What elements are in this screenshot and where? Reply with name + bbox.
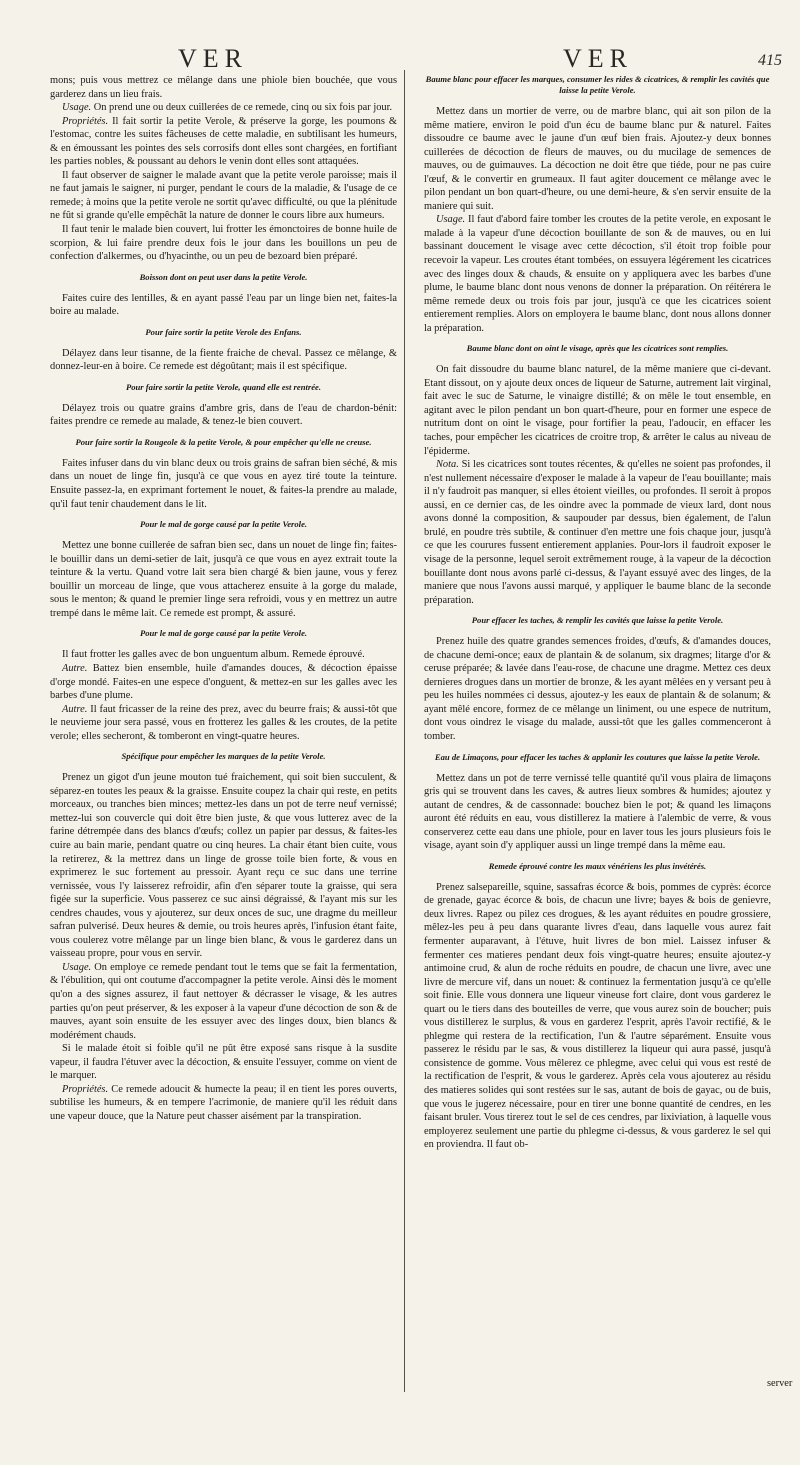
paragraph-text: Il fait sortir la petite Verole, & préserve la gorge, les poumons & l'estomac, contre les suites fâcheuses de cette maladie, en subtilisant les humeurs, & en émoussant les pointes des sels corrosifs dont elles sont chargées, en fortifiant les parties nobles, & poussant au dehors le venin dont elles sont attaquées. [50, 115, 397, 168]
running-head-left: VER [178, 44, 248, 73]
paragraph [50, 223, 397, 264]
section-heading [50, 327, 397, 338]
paragraph-text: Délayez dans leur tisanne, de la fiente fraiche de cheval. Passez ce mêlange, & donnez-leur-en à boire. Ce remede est dégoûtant; mais il est spécifique. [50, 347, 397, 373]
section-heading-text: Spécifique pour empêcher les marques de la petite Verole. [121, 751, 326, 762]
paragraph-text: Ce remede adoucit & humecte la peau; il en tient les pores ouverts, subtilise les humeurs, & en tempere l'acrimonie, de maniere qu'il les réduit dans une vapeur douce, que la Nature peut chasser aisément par la transpiration. [50, 1083, 397, 1122]
paragraph-text: Si les cicatrices sont toutes récentes, & qu'elles ne soient pas profondes, il n'est nullement nécessaire d'exposer le malade à la vapeur de l'eau bouillante; mais il n'y faudroit pas manquer, si elles étoient vieilles, ou profondes. Il seroit à propos aussi, en ce dernier cas, de les oindre avec la pommade de vieux lard, dont nous avons donné la composition, & saupouder par dessus, bien également, de l'alun brulé, en poudre très subtile, & continuer d'en mettre une fois chaque jour, jusqu'à ce que les courures fussent entierement applanies. Pour-lors il faudroit exposer le visage de la personne, lequel seroit extrêmement rouge, à la vapeur de la décoction bouillante dont nous avons parlé ci-dessus, & l'ayant essuyé avec des linges, de la maniere que nous l'avons aussi marqué, y appliquer le baume blanc de la seconde préparation. [424, 459, 771, 606]
column-divider [404, 70, 405, 1392]
paragraph [50, 539, 397, 620]
running-head-right: VER [563, 44, 633, 73]
paragraph-text: On employe ce remede pendant tout le tems que se fait la fermentation, & l'ébulition, qui ont coutume d'accompagner la petite verole. Ainsi dès le moment qu'on a des signes assurez, il faut nettoyer & décrasser le visage, & les autres parties qu'on peut préserver, & les exposer à la vapeur d'une décoction de son & de mauves, ayant soin ensuite de les essuyer avec des linges doux, bien blancs & modérément chauds. [50, 961, 397, 1041]
paragraph [50, 703, 397, 744]
paragraph [424, 213, 771, 335]
section-heading-text: Pour faire sortir la Rougeole & la petite Verole, & pour empêcher qu'elle ne creuse. [75, 436, 372, 447]
paragraph-text: Prenez salsepareille, squine, sassafras écorce & bois, pommes de cyprès: écorce de grenade, gayac écorce & bois, de chacun une livre; bayes & bois de genievre, deux livres. Rapez ou pilez ces drogues, & les ayant réduites en poudre grossiere, mêlez-les peu à peu dans quarante livres d'eau, dans laquelle vous aurez fait fermenter auparavant, à l'étuve, huit livres de bon miel. Laissez infuser & fermenter ces matieres pendant deux fois vingt-quatre heures; ensuite ajoutez-y antimoine crud, & alun de roche réduits en poudre, de chacun une livre, avec une livre de mercure vif, dans un nouet: & continuez la fermentation jusqu'à ce qu'elle soit finie. Elle vous donnera une liqueur vineuse fort claire, dont vous garderez le quart ou le tiers dans des bouteilles de verre, que vous aurez soin de boucher; puis vous distillerez le surplus, & vous en garderez l'esprit, après l'avoir rectifié, & le phlegme qui restera de la rectification, l'un & l'autre séparément. Ensuite vous passerez le résidu par le sas, & vous distillerez la liqueur qui aura passé, jusqu'à consistence de gomme. Vous mêlerez ce phlegme, avec celui qui vous est resté de la rectification de l'esprit, & vous le garderez. Après cela vous ajouterez au résidu des matieres solides qui sont restées sur le sas, autant de bois de gayac, ou de buis, que vous le jugerez nécessaire, pour en tirer une bonne quantité de cendres, en les faisant bruler. Vous tirerez tout le sel de ces cendres, par lixiviation, à laquelle vous employerez seulement une partie du phlegme ci-dessus, & vous garderez le sel qui en proviendra. Il faut ob- [424, 881, 771, 1151]
paragraph-text: Il faut observer de saigner le malade avant que la petite verole paroisse; mais il ne faut jamais le saigner, ni purger, pendant le cours de la maladie, & l'usage de ce remede; à moins que la petite verole ne sortit qu'avec difficulté, ou que la plénitude ne fût si grande qu'elle empêchât la nature de donner le cours libre aux humeurs. [50, 169, 397, 222]
paragraph [50, 74, 397, 101]
paragraph-subhead: Autre. [62, 662, 88, 674]
paragraph-text: Battez bien ensemble, huile d'amandes douces, & décoction épaisse d'orge mondé. Faites-en une espece d'onguent, & mettez-en sur les galles avec les barbes d'une plume. [50, 662, 397, 702]
paragraph-text: Mettez dans un mortier de verre, ou de marbre blanc, qui ait son pilon de la même matiere, environ le poid d'un écu de baume blanc pur & naturel. Faites dissoudre ce baume avec le jaune d'un œuf bien frais. Ajoutez-y deux bonnes cuillerées de décoction de fleurs de mauves, ou du mucilage de semences de mauves, ou de guimauves. La décoction ne doit être que tiéde, pour ne pas cuire l'œuf, & le convertir en grumeaux. Il faut agiter doucement ce mêlange avec le pilon pendant un bon quart-d'heure, ou une demi-heure, & s'en servir ensuite de la maniere qui suit. [424, 106, 771, 212]
section-heading [424, 861, 771, 872]
section-heading-text: Pour faire sortir la petite Verole, quand elle est rentrée. [125, 381, 322, 392]
section-heading-text: Remede éprouvé contre les maux vénériens les plus invétérés. [488, 860, 707, 871]
paragraph [50, 115, 397, 169]
paragraph-text: Prenez un gigot d'un jeune mouton tué fraichement, qui soit bien succulent, & séparez-en toutes les peaux & la graisse. Ensuite coupez la chair qui reste, en petits morceaux, ou tranches bien minces; mettez-les dans un pot de terre neuf vernissé; mettez-lui son couvercle qui doit être bien juste, & que vous lutterez avec de la farine détrempée dans des blancs d'œufs; collez un papier par dessus, & faites-les cuire au bain marie, pendant quatre ou cinq heures. La chair étant bien cuite, vous la retirerez, & la mettrez dans un linge de grosse toile bien forte, & vous en exprimerez le suc fortement au pressoir. Ayant reçu ce suc dans une terrine vernissée, vous l'y laisserez refroidir, afin d'en séparer toute la graisse, qui sera figée sur la superficie. Vous passerez ce suc ainsi dégraissé, & l'ayant mis sur les cendres chaudes, vous y ajouterez, sur deux onces de suc, une dragme du meilleur safran pulverisé. Deux heures & demie, ou trois heures après, l'infusion étant faite, vous coulerez votre mêlange par un linge bien blanc, & vous le garderez dans un vaisseau propre, pour vous en servir. [50, 772, 397, 960]
paragraph [50, 662, 397, 703]
paragraph [424, 635, 771, 743]
section-heading-text: Boisson dont on peut user dans la petite Verole. [139, 271, 308, 282]
paragraph-subhead: Nota. [436, 459, 459, 471]
catchword: server [767, 1378, 793, 1389]
paragraph-subhead: Usage. [62, 961, 92, 973]
paragraph [424, 881, 771, 1152]
section-heading [424, 615, 771, 626]
paragraph [50, 169, 397, 223]
paragraph-text: On fait dissoudre du baume blanc naturel, de la même maniere que ci-devant. Etant dissout, on y ajoute deux onces de liqueur de Saturne, autrement lait virginal, fait avec le suc de Saturne, le vinaigre distillé; & on mêle le tout ensemble, en agitant avec le pilon pendant un bon quart-d'heure, pour en former une espece de nutritum dont on oint le visage, pour fortifier la peau, l'adoucir, en effacer les taches, pour empêcher les cicatrices de croitre trop, & arrêter le calus au niveau de l'épiderme. [424, 364, 771, 457]
section-heading-text: Baume blanc pour effacer les marques, consumer les rides & cicatrices, & remplir les cavités que laisse la petite Verole. [425, 74, 770, 95]
section-heading [50, 272, 397, 283]
paragraph-text: Faites infuser dans du vin blanc deux ou trois grains de safran bien séché, & mis dans un nouet de linge fin, jusqu'à ce que vous en ayez tiré toute la teinture. Ensuite passez-la, en exprimant fortement le nouet, & faites-la prendre au malade, qu'il faut tenir chaudement dans le lit. [50, 457, 397, 510]
section-heading [50, 628, 397, 639]
section-heading [424, 752, 771, 763]
section-heading-text: Eau de Limaçons, pour effacer les taches & applanir les coutures que laisse la petite Verole. [434, 751, 761, 762]
paragraph-text: Il faut d'abord faire tomber les croutes de la petite verole, en exposant le malade à la vapeur d'une décoction bouillante de son & de mauves, ou en lui bassinant doucement le visage avec cette décoction, s'il étoit trop foible pour recevoir la vapeur. Les croutes étant tombées, on essuyera légérement les cicatrices avec des linges doux & chauds, & ensuite on y appliquera avec les barbes d'une plume, le baume blanc dont nous venons de donner la préparation. On réitérera le même remede deux ou trois fois par jour, jusqu'à ce que les cicatrices soient entierement remplies. Alors on employera le baume blanc, dont nous allons donner la préparation. [424, 214, 771, 334]
section-heading-text: Baume blanc dont on oint le visage, après que les cicatrices sont remplies. [466, 343, 729, 354]
paragraph-text: Mettez dans un pot de terre vernissé telle quantité qu'il vous plaira de limaçons gris qui se trouvent dans les caves, & autres lieux sombres & humides; ajoutez y autant de cendres, & de cassonnade: bouchez bien le pot; & quand les limaçons auront été réduits en eau, vous distillerez la matiere à l'alembic de verre, & vous conserverez cette eau dans une phiole, pour en laver tous les jours plusieurs fois le visage, ayant soin d'y appliquer aussi un linge trempé dans la même eau. [424, 772, 771, 852]
section-heading [424, 343, 771, 354]
section-heading [50, 519, 397, 530]
paragraph-text: Il faut frotter les galles avec de bon unguentum album. Remede éprouvé. [62, 649, 365, 661]
paragraph-subhead: Propriétés. [62, 1083, 109, 1095]
section-heading-text: Pour effacer les taches, & remplir les cavités que laisse la petite Verole. [471, 615, 724, 626]
paragraph [50, 347, 397, 374]
paragraph-text: Prenez huile des quatre grandes semences froides, d'œufs, & d'amandes douces, de chacune demi-once; eaux de plantain & de solanum, six dragmes; litarge d'or & ceruse préparée; & lavée dans l'eau-rose, de chacune une dragme. Mettez ces deux dernieres drogues dans un mortier de bronze, & les ayant mêlées en y versant peu à peu les huiles nommées ci dessus, ajoutez-y les eaux de plantain & de solanum; & ayant mêlé encore, formez de ce mêlange un liniment, ou une espece de nutritum, dont vous oindrez le visage du malade, aussi-tôt que les galles commenceront à tomber. [424, 636, 771, 742]
paragraph [50, 1042, 397, 1083]
section-heading [424, 74, 771, 96]
section-heading-text: Pour le mal de gorge causé par la petite Verole. [139, 628, 308, 639]
paragraph-text: Faites cuire des lentilles, & en ayant passé l'eau par un linge bien net, faites-la boire au malade. [50, 292, 397, 318]
section-heading [50, 437, 397, 448]
paragraph-text: On prend une ou deux cuillerées de ce remede, cinq ou six fois par jour. [93, 102, 393, 114]
page-number: 415 [758, 52, 782, 69]
paragraph [50, 101, 397, 115]
paragraph-text: Il faut fricasser de la reine des prez, avec du beurre frais; & aussi-tôt que le neuvieme jour sera passé, vous en frotterez les galles & les croutes, de la petite verole; elles secheront, & tomberont en vingt-quatre heures. [50, 703, 397, 742]
paragraph [50, 292, 397, 319]
section-heading-text: Pour faire sortir la petite Verole des Enfans. [145, 326, 302, 337]
paragraph [424, 772, 771, 853]
paragraph [50, 961, 397, 1042]
paragraph-text: Si le malade étoit si foible qu'il ne pût être exposé sans risque à la susdite vapeur, il faudra l'étuver avec la décoction, & ensuite l'essuyer, comme on vient de le marquer. [50, 1043, 397, 1082]
paragraph-subhead: Usage. [436, 214, 466, 226]
left-column [50, 74, 397, 1123]
section-heading-text: Pour le mal de gorge causé par la petite Verole. [139, 519, 308, 530]
paragraph-text: mons; puis vous mettrez ce mêlange dans une phiole bien bouchée, que vous garderez dans un lieu frais. [50, 75, 397, 100]
paragraph [50, 1083, 397, 1124]
paragraph-subhead: Autre. [62, 703, 88, 715]
section-heading [50, 382, 397, 393]
paragraph [50, 771, 397, 961]
paragraph [424, 105, 771, 213]
right-column [424, 74, 771, 1152]
paragraph-text: Délayez trois ou quatre grains d'ambre gris, dans de l'eau de chardon-bénit: faites prendre ce remede au malade, & tenez-le bien couvert. [50, 402, 397, 428]
paragraph-text: Il faut tenir le malade bien couvert, lui frotter les émonctoires de bonne huile de scorpion, & lui faire prendre deux fois le jour dans les bouillons un peu de confection d'alkermes, ou d'hyacinthe, ou un peu de bezoard bien préparé. [50, 224, 397, 263]
paragraph-subhead: Usage. [62, 102, 92, 114]
section-heading [50, 751, 397, 762]
paragraph-text: Mettez une bonne cuillerée de safran bien sec, dans un nouet de linge fin; faites-le bouillir dans un demi-setier de lait, jusqu'à ce que vous en ayez extrait toute la teinture & la vertu. Quand votre lait sera bien chargé & bien jaune, vous y ferez bouillir un morceau de linge, que vous attacherez ensuite à la gorge du malade, sous le menton; & quand le premier linge sera refroidi, vous y en mettrez un autre trempé dans le même lait. Ce remede est prompt, & assuré. [50, 540, 397, 619]
paragraph-subhead: Propriétés. [62, 115, 109, 127]
paragraph [424, 458, 771, 607]
paragraph [50, 648, 397, 662]
paragraph [50, 402, 397, 429]
paragraph [50, 457, 397, 511]
paragraph [424, 363, 771, 458]
